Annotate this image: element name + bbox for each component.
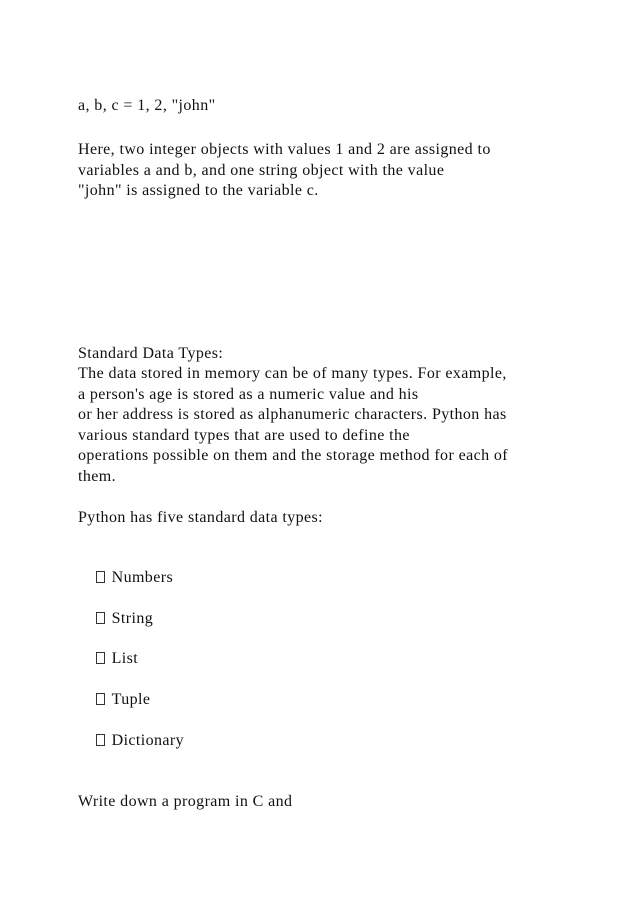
list-item (78, 711, 184, 771)
paragraph-line: a person's age is stored as a numeric value and his (78, 386, 419, 403)
list-item-label: List (111, 650, 139, 667)
closing-line: Write down a program in C and (78, 793, 293, 810)
list-item-label: Tuple (111, 691, 151, 708)
list-item-label: Dictionary (111, 732, 185, 749)
list-item-label: String (111, 610, 154, 627)
bullet-box-icon (96, 571, 105, 583)
paragraph-line: Here, two integer objects with values 1 and 2 are assigned to (78, 141, 491, 158)
list-item-label: Numbers (111, 569, 174, 586)
paragraph-line: various standard types that are used to define the (78, 427, 410, 444)
bullet-box-icon (96, 612, 105, 624)
bullet-box-icon (96, 693, 105, 705)
section-title: Standard Data Types: (78, 345, 224, 362)
paragraph-line: "john" is assigned to the variable c. (78, 182, 319, 199)
paragraph-line: them. (78, 468, 116, 485)
paragraph-line: The data stored in memory can be of many types. For example, (78, 365, 507, 382)
bullet-box-icon (96, 652, 105, 664)
list-intro: Python has five standard data types: (78, 509, 324, 526)
bullet-box-icon (96, 734, 105, 746)
paragraph-line: or her address is stored as alphanumeric characters. Python has (78, 406, 507, 423)
paragraph-line: variables a and b, and one string object with the value (78, 162, 445, 179)
paragraph-line: operations possible on them and the storage method for each of (78, 447, 509, 464)
code-line: a, b, c = 1, 2, "john" (78, 97, 216, 114)
